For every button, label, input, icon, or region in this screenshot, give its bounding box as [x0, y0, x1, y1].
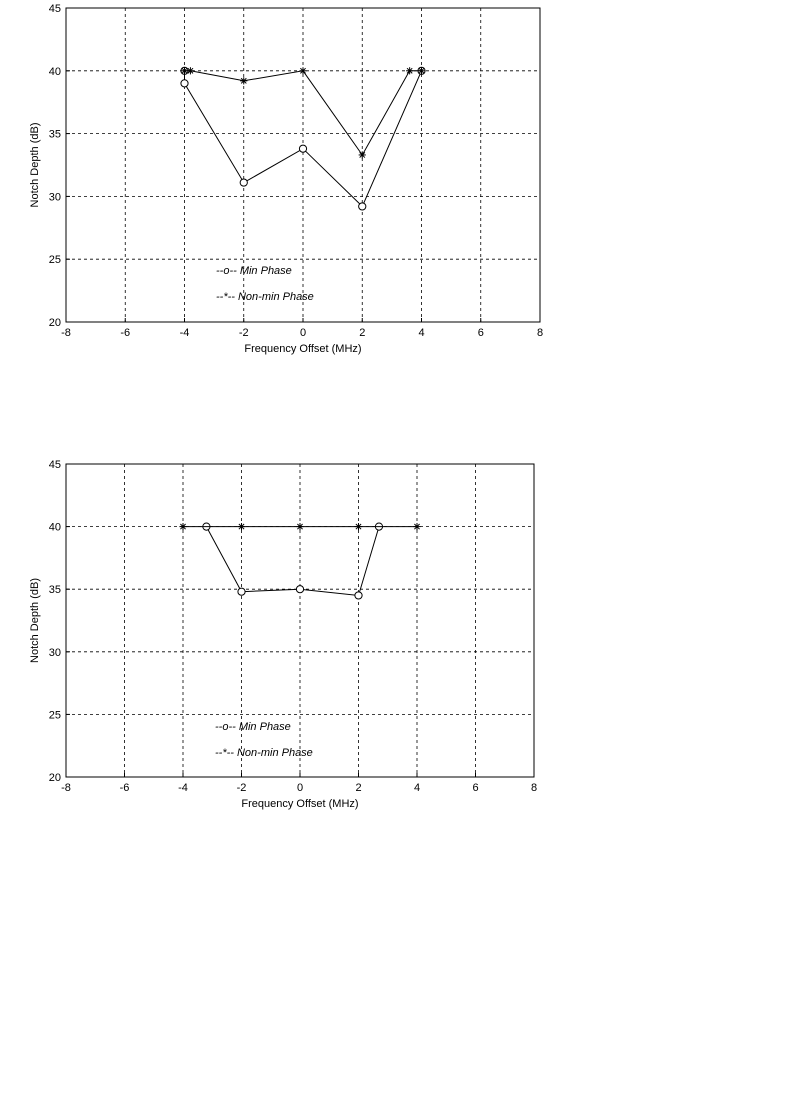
data-point-star	[296, 523, 303, 530]
y-tick-label: 45	[48, 3, 61, 15]
data-point-star	[179, 523, 186, 530]
x-tick-label: -2	[238, 327, 249, 339]
x-tick-label: -4	[178, 782, 188, 794]
data-point-circle	[299, 145, 306, 152]
data-point-circle	[181, 80, 188, 87]
x-tick-label: 4	[418, 327, 425, 339]
y-tick-label: 20	[48, 317, 61, 329]
x-tick-label: 0	[299, 327, 307, 339]
y-tick-label: 35	[48, 584, 61, 597]
data-point-circle	[355, 592, 362, 599]
data-point-star	[240, 77, 247, 84]
y-axis-label: Notch Depth (dB)	[29, 578, 41, 663]
y-tick-label: 35	[48, 128, 61, 141]
y-tick-label: 30	[48, 646, 61, 659]
data-point-star	[406, 67, 413, 74]
legend-entry: --o-- Min Phase	[216, 265, 292, 277]
series-min-phase-line	[206, 527, 379, 596]
data-point-star	[418, 67, 425, 74]
data-point-circle	[240, 179, 247, 186]
series-min-phase-line	[185, 71, 422, 207]
data-point-star	[355, 523, 362, 530]
chart-2	[29, 459, 537, 810]
y-axis-label: Notch Depth (dB)	[29, 122, 41, 208]
data-point-star	[299, 67, 306, 74]
y-tick-label: 20	[48, 772, 61, 784]
legend-entry: --*-- Non-min Phase	[215, 747, 313, 759]
x-tick-label: -6	[119, 782, 130, 794]
x-tick-label: -4	[179, 327, 190, 339]
legend-entry: --*-- Non-min Phase	[216, 291, 314, 303]
data-point-circle	[359, 203, 366, 210]
y-tick-label: 40	[48, 65, 61, 78]
x-tick-label: -2	[236, 782, 247, 794]
x-tick-label: 6	[477, 327, 484, 339]
y-tick-label: 30	[48, 191, 61, 204]
data-point-circle	[296, 586, 303, 593]
x-tick-label: 4	[413, 782, 421, 794]
x-tick-label: 6	[472, 782, 479, 794]
x-tick-label: 8	[530, 782, 538, 794]
data-point-star	[413, 523, 420, 530]
data-point-circle	[238, 588, 245, 595]
y-tick-label: 45	[48, 459, 61, 471]
data-point-star	[359, 151, 366, 158]
x-axis-label: Frequency Offset (MHz)	[244, 343, 362, 355]
x-tick-label: -8	[61, 782, 71, 794]
x-tick-label: 0	[296, 782, 304, 794]
y-tick-label: 25	[48, 254, 61, 267]
chart-1	[29, 3, 543, 355]
data-point-star	[238, 523, 245, 530]
y-tick-label: 25	[48, 709, 61, 722]
x-tick-label: 8	[536, 327, 544, 339]
y-tick-label: 40	[48, 521, 61, 534]
x-tick-label: -6	[120, 327, 131, 339]
x-tick-label: 2	[359, 327, 366, 339]
x-axis-label: Frequency Offset (MHz)	[241, 798, 359, 810]
data-point-star	[187, 67, 194, 74]
x-tick-label: -8	[61, 327, 71, 339]
x-tick-label: 2	[355, 782, 362, 794]
legend-entry: --o-- Min Phase	[215, 721, 291, 733]
